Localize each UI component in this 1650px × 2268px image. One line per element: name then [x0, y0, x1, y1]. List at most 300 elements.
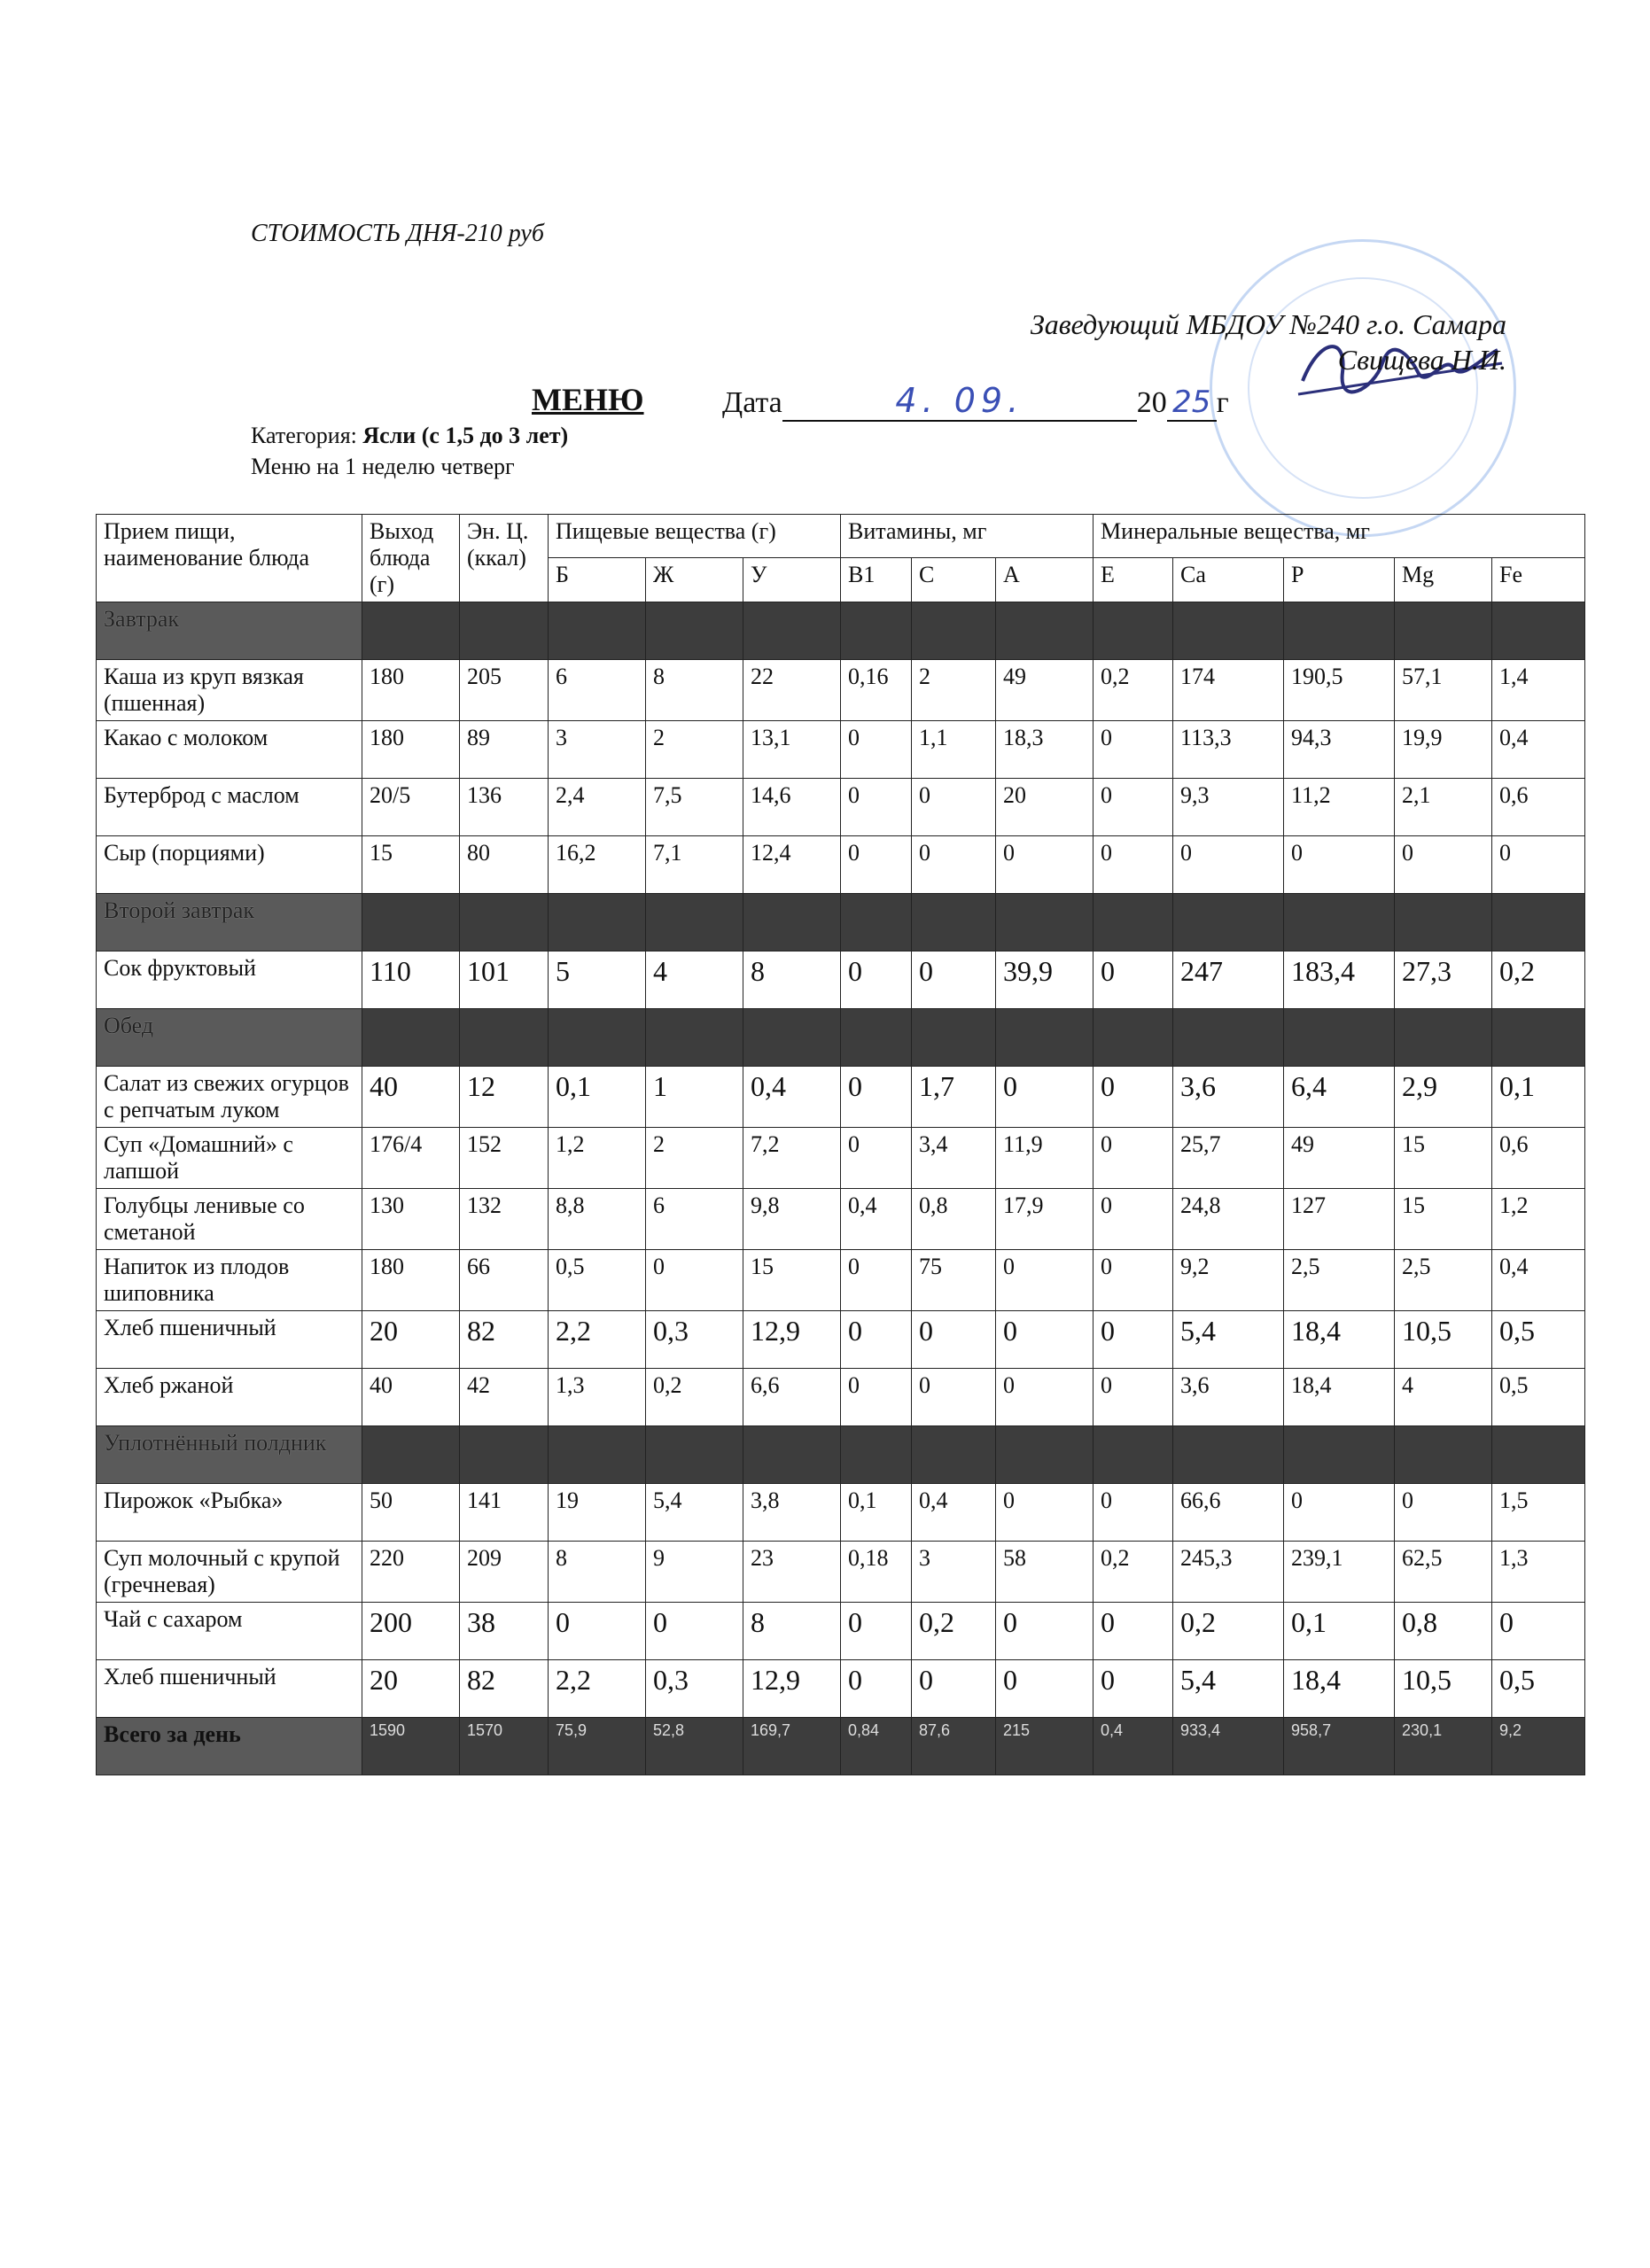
value-cell: 66,6 [1173, 1483, 1284, 1541]
dish-name: Хлеб пшеничный [97, 1310, 362, 1368]
value-cell: 0,3 [646, 1310, 743, 1368]
table-row [97, 835, 1585, 893]
value-cell: 0 [996, 1310, 1094, 1368]
value-cell: 132 [460, 1188, 549, 1249]
section-cell [912, 1008, 996, 1066]
value-cell: 1,4 [1492, 659, 1585, 720]
value-cell: 0,8 [912, 1188, 996, 1249]
section-cell [1284, 1425, 1395, 1483]
section-cell [646, 1425, 743, 1483]
section-row [97, 1008, 1585, 1066]
menu-table [96, 514, 1585, 1775]
value-cell: 7,1 [646, 835, 743, 893]
value-cell: 3,4 [912, 1127, 996, 1188]
value-cell: 16,2 [549, 835, 646, 893]
value-cell: 0 [912, 1368, 996, 1425]
subheader: Mg [1395, 558, 1492, 602]
section-cell [549, 1008, 646, 1066]
value-cell: 0,6 [1492, 1127, 1585, 1188]
value-cell: 0,16 [841, 659, 912, 720]
section-cell [996, 1008, 1094, 1066]
section-cell [1395, 602, 1492, 659]
value-cell: 0 [1094, 1483, 1173, 1541]
dish-name: Напиток из плодов шиповника [97, 1249, 362, 1310]
section-cell [912, 1425, 996, 1483]
value-cell: 23 [743, 1541, 841, 1602]
value-cell: 5 [549, 951, 646, 1008]
section-row [97, 602, 1585, 659]
value-cell: 20/5 [362, 778, 460, 835]
value-cell: 8 [743, 1602, 841, 1659]
value-cell: 0 [1094, 951, 1173, 1008]
date-line [722, 381, 1229, 422]
value-cell: 15 [1395, 1127, 1492, 1188]
dish-name: Сок фруктовый [97, 951, 362, 1008]
date-label: Дата [722, 386, 782, 419]
table-row [97, 1659, 1585, 1717]
value-cell: 0 [912, 951, 996, 1008]
value-cell: 180 [362, 720, 460, 778]
value-cell: 75 [912, 1249, 996, 1310]
value-cell: 0 [841, 720, 912, 778]
header-vitamins: Витамины, мг [841, 515, 1094, 558]
value-cell: 220 [362, 1541, 460, 1602]
category-line [251, 423, 568, 449]
table-row [97, 1368, 1585, 1425]
value-cell: 2,2 [549, 1310, 646, 1368]
section-cell [362, 893, 460, 951]
value-cell: 0 [646, 1249, 743, 1310]
year-unit: г [1216, 386, 1229, 419]
value-cell: 0 [841, 1659, 912, 1717]
manager-title: Заведующий МБДОУ №240 г.о. Самара [1030, 308, 1506, 340]
table-row [97, 720, 1585, 778]
dish-name: Какао с молоком [97, 720, 362, 778]
value-cell: 6,6 [743, 1368, 841, 1425]
value-cell: 0 [1173, 835, 1284, 893]
value-cell: 9,3 [1173, 778, 1284, 835]
subheader: Е [1094, 558, 1173, 602]
subheader: А [996, 558, 1094, 602]
category-label: Категория: [251, 423, 363, 448]
value-cell: 1 [646, 1066, 743, 1127]
total-cell: 9,2 [1492, 1717, 1585, 1775]
menu-body [97, 602, 1585, 1775]
table-row [97, 778, 1585, 835]
value-cell: 10,5 [1395, 1310, 1492, 1368]
value-cell: 57,1 [1395, 659, 1492, 720]
value-cell: 0 [1094, 1602, 1173, 1659]
value-cell: 0 [841, 1368, 912, 1425]
total-cell: 87,6 [912, 1717, 996, 1775]
value-cell: 82 [460, 1659, 549, 1717]
header-energy: Эн. Ц.(ккал) [460, 515, 549, 602]
value-cell: 0,4 [912, 1483, 996, 1541]
value-cell: 6 [646, 1188, 743, 1249]
total-cell: 52,8 [646, 1717, 743, 1775]
value-cell: 0 [1094, 1249, 1173, 1310]
header-nutrients: Пищевые вещества (г) [549, 515, 841, 558]
table-row [97, 1127, 1585, 1188]
value-cell: 1,2 [549, 1127, 646, 1188]
value-cell: 2,4 [549, 778, 646, 835]
dish-name: Салат из свежих огурцов с репчатым луком [97, 1066, 362, 1127]
value-cell: 0,6 [1492, 778, 1585, 835]
dish-name: Суп «Домашний» с лапшой [97, 1127, 362, 1188]
value-cell: 9,2 [1173, 1249, 1284, 1310]
value-cell: 0,1 [1492, 1066, 1585, 1127]
subheader: С [912, 558, 996, 602]
value-cell: 0 [1094, 1127, 1173, 1188]
value-cell: 10,5 [1395, 1659, 1492, 1717]
value-cell: 18,4 [1284, 1368, 1395, 1425]
value-cell: 0 [1492, 1602, 1585, 1659]
section-cell [1284, 893, 1395, 951]
value-cell: 39,9 [996, 951, 1094, 1008]
table-row [97, 1483, 1585, 1541]
value-cell: 0,4 [841, 1188, 912, 1249]
value-cell: 20 [362, 1659, 460, 1717]
value-cell: 141 [460, 1483, 549, 1541]
dish-name: Пирожок «Рыбка» [97, 1483, 362, 1541]
table-row [97, 659, 1585, 720]
section-title: Завтрак [97, 602, 362, 659]
value-cell: 0,2 [646, 1368, 743, 1425]
subheader: В1 [841, 558, 912, 602]
header-minerals: Минеральные вещества, мг [1094, 515, 1585, 558]
value-cell: 20 [362, 1310, 460, 1368]
value-cell: 18,4 [1284, 1310, 1395, 1368]
value-cell: 0 [1395, 1483, 1492, 1541]
value-cell: 3,8 [743, 1483, 841, 1541]
value-cell: 11,9 [996, 1127, 1094, 1188]
section-cell [743, 1425, 841, 1483]
value-cell: 0 [1284, 1483, 1395, 1541]
total-cell: 0,4 [1094, 1717, 1173, 1775]
value-cell: 174 [1173, 659, 1284, 720]
section-cell [841, 602, 912, 659]
section-cell [841, 1008, 912, 1066]
value-cell: 0 [1094, 720, 1173, 778]
value-cell: 20 [996, 778, 1094, 835]
value-cell: 42 [460, 1368, 549, 1425]
value-cell: 0 [1284, 835, 1395, 893]
value-cell: 14,6 [743, 778, 841, 835]
value-cell: 2,5 [1395, 1249, 1492, 1310]
section-cell [646, 893, 743, 951]
section-cell [912, 893, 996, 951]
value-cell: 18,4 [1284, 1659, 1395, 1717]
value-cell: 0 [996, 835, 1094, 893]
section-cell [1173, 893, 1284, 951]
value-cell: 25,7 [1173, 1127, 1284, 1188]
value-cell: 0,18 [841, 1541, 912, 1602]
value-cell: 8,8 [549, 1188, 646, 1249]
value-cell: 0 [1094, 1368, 1173, 1425]
value-cell: 0,5 [549, 1249, 646, 1310]
value-cell: 0,1 [841, 1483, 912, 1541]
header-yield: Выход блюда (г) [362, 515, 460, 602]
value-cell: 0,8 [1395, 1602, 1492, 1659]
subheader: Р [1284, 558, 1395, 602]
section-cell [1173, 602, 1284, 659]
total-cell: 169,7 [743, 1717, 841, 1775]
total-cell: 0,84 [841, 1717, 912, 1775]
value-cell: 1,5 [1492, 1483, 1585, 1541]
value-cell: 101 [460, 951, 549, 1008]
value-cell: 0 [996, 1066, 1094, 1127]
section-cell [1284, 1008, 1395, 1066]
dish-name: Каша из круп вязкая (пшенная) [97, 659, 362, 720]
value-cell: 18,3 [996, 720, 1094, 778]
value-cell: 0,4 [1492, 1249, 1585, 1310]
value-cell: 5,4 [1173, 1310, 1284, 1368]
value-cell: 1,3 [1492, 1541, 1585, 1602]
dish-name: Суп молочный с крупой (гречневая) [97, 1541, 362, 1602]
value-cell: 0,5 [1492, 1310, 1585, 1368]
total-cell: 933,4 [1173, 1717, 1284, 1775]
value-cell: 5,4 [1173, 1659, 1284, 1717]
value-cell: 1,1 [912, 720, 996, 778]
subheader: Ж [646, 558, 743, 602]
value-cell: 6 [549, 659, 646, 720]
value-cell: 183,4 [1284, 951, 1395, 1008]
value-cell: 205 [460, 659, 549, 720]
value-cell: 0 [549, 1602, 646, 1659]
table-row [97, 1310, 1585, 1368]
total-cell: 1570 [460, 1717, 549, 1775]
value-cell: 22 [743, 659, 841, 720]
value-cell: 247 [1173, 951, 1284, 1008]
value-cell: 2 [646, 720, 743, 778]
value-cell: 15 [1395, 1188, 1492, 1249]
value-cell: 17,9 [996, 1188, 1094, 1249]
value-cell: 2,9 [1395, 1066, 1492, 1127]
value-cell: 1,7 [912, 1066, 996, 1127]
section-cell [841, 893, 912, 951]
value-cell: 62,5 [1395, 1541, 1492, 1602]
value-cell: 0 [646, 1602, 743, 1659]
value-cell: 9 [646, 1541, 743, 1602]
section-cell [549, 893, 646, 951]
value-cell: 0,3 [646, 1659, 743, 1717]
value-cell: 58 [996, 1541, 1094, 1602]
subheader: Б [549, 558, 646, 602]
value-cell: 9,8 [743, 1188, 841, 1249]
value-cell: 24,8 [1173, 1188, 1284, 1249]
value-cell: 0,1 [1284, 1602, 1395, 1659]
section-cell [996, 893, 1094, 951]
value-cell: 0 [1492, 835, 1585, 893]
section-cell [1492, 893, 1585, 951]
value-cell: 8 [549, 1541, 646, 1602]
value-cell: 0,1 [549, 1066, 646, 1127]
table-row [97, 1541, 1585, 1602]
value-cell: 6,4 [1284, 1066, 1395, 1127]
value-cell: 2 [646, 1127, 743, 1188]
subheader: Fe [1492, 558, 1585, 602]
section-cell [996, 1425, 1094, 1483]
dish-name: Хлеб пшеничный [97, 1659, 362, 1717]
value-cell: 3 [912, 1541, 996, 1602]
section-cell [646, 602, 743, 659]
total-cell: 958,7 [1284, 1717, 1395, 1775]
value-cell: 190,5 [1284, 659, 1395, 720]
value-cell: 2,5 [1284, 1249, 1395, 1310]
value-cell: 2,1 [1395, 778, 1492, 835]
value-cell: 49 [996, 659, 1094, 720]
value-cell: 11,2 [1284, 778, 1395, 835]
section-title: Второй завтрак [97, 893, 362, 951]
value-cell: 180 [362, 659, 460, 720]
value-cell: 2 [912, 659, 996, 720]
table-row [97, 1249, 1585, 1310]
value-cell: 0,2 [1492, 951, 1585, 1008]
manager-name: Свищева Н.И. [1337, 344, 1506, 376]
section-cell [1395, 1008, 1492, 1066]
value-cell: 0 [841, 1127, 912, 1188]
value-cell: 49 [1284, 1127, 1395, 1188]
section-title: Уплотнённый полдник [97, 1425, 362, 1483]
category-value: Ясли (с 1,5 до 3 лет) [362, 423, 569, 448]
manager-block [957, 307, 1506, 377]
section-cell [1094, 1425, 1173, 1483]
value-cell: 0 [841, 1066, 912, 1127]
dish-name: Чай с сахаром [97, 1602, 362, 1659]
value-cell: 176/4 [362, 1127, 460, 1188]
menu-title: МЕНЮ [532, 382, 644, 417]
value-cell: 239,1 [1284, 1541, 1395, 1602]
section-cell [460, 1425, 549, 1483]
section-cell [362, 1425, 460, 1483]
value-cell: 0 [996, 1659, 1094, 1717]
table-row [97, 951, 1585, 1008]
day-cost: СТОИМОСТЬ ДНЯ-210 руб [251, 220, 544, 247]
section-row [97, 1425, 1585, 1483]
value-cell: 66 [460, 1249, 549, 1310]
value-cell: 180 [362, 1249, 460, 1310]
value-cell: 7,2 [743, 1127, 841, 1188]
value-cell: 12,9 [743, 1659, 841, 1717]
value-cell: 82 [460, 1310, 549, 1368]
value-cell: 136 [460, 778, 549, 835]
value-cell: 0 [996, 1368, 1094, 1425]
section-cell [1395, 1425, 1492, 1483]
value-cell: 0,2 [1173, 1602, 1284, 1659]
section-cell [1173, 1008, 1284, 1066]
section-cell [549, 602, 646, 659]
value-cell: 0 [841, 1310, 912, 1368]
value-cell: 209 [460, 1541, 549, 1602]
section-cell [549, 1425, 646, 1483]
week-line: Меню на 1 неделю четверг [251, 454, 515, 479]
value-cell: 3 [549, 720, 646, 778]
value-cell: 0 [912, 835, 996, 893]
value-cell: 19,9 [1395, 720, 1492, 778]
value-cell: 13,1 [743, 720, 841, 778]
section-cell [743, 602, 841, 659]
table-row [97, 1188, 1585, 1249]
section-cell [362, 602, 460, 659]
value-cell: 113,3 [1173, 720, 1284, 778]
value-cell: 1,2 [1492, 1188, 1585, 1249]
total-cell: 230,1 [1395, 1717, 1492, 1775]
value-cell: 0,2 [1094, 659, 1173, 720]
value-cell: 94,3 [1284, 720, 1395, 778]
section-cell [646, 1008, 743, 1066]
value-cell: 0,5 [1492, 1368, 1585, 1425]
value-cell: 5,4 [646, 1483, 743, 1541]
subheader: У [743, 558, 841, 602]
value-cell: 12,4 [743, 835, 841, 893]
value-cell: 15 [743, 1249, 841, 1310]
value-cell: 0 [1094, 778, 1173, 835]
value-cell: 12 [460, 1066, 549, 1127]
dish-name: Голубцы ленивые со сметаной [97, 1188, 362, 1249]
value-cell: 152 [460, 1127, 549, 1188]
section-cell [460, 602, 549, 659]
value-cell: 130 [362, 1188, 460, 1249]
section-cell [1094, 602, 1173, 659]
value-cell: 200 [362, 1602, 460, 1659]
total-cell: 75,9 [549, 1717, 646, 1775]
value-cell: 1,3 [549, 1368, 646, 1425]
value-cell: 0 [841, 835, 912, 893]
value-cell: 0,4 [1492, 720, 1585, 778]
value-cell: 8 [743, 951, 841, 1008]
value-cell: 0 [841, 1249, 912, 1310]
value-cell: 4 [1395, 1368, 1492, 1425]
value-cell: 12,9 [743, 1310, 841, 1368]
section-cell [460, 893, 549, 951]
value-cell: 38 [460, 1602, 549, 1659]
dish-name: Сыр (порциями) [97, 835, 362, 893]
section-cell [1094, 1008, 1173, 1066]
value-cell: 40 [362, 1066, 460, 1127]
value-cell: 245,3 [1173, 1541, 1284, 1602]
section-cell [1492, 602, 1585, 659]
value-cell: 2,2 [549, 1659, 646, 1717]
value-cell: 27,3 [1395, 951, 1492, 1008]
value-cell: 0 [912, 1659, 996, 1717]
section-cell [743, 1008, 841, 1066]
section-cell [1492, 1008, 1585, 1066]
value-cell: 15 [362, 835, 460, 893]
value-cell: 89 [460, 720, 549, 778]
value-cell: 40 [362, 1368, 460, 1425]
section-cell [1395, 893, 1492, 951]
value-cell: 0 [1094, 1188, 1173, 1249]
value-cell: 0 [841, 1602, 912, 1659]
value-cell: 0 [912, 778, 996, 835]
value-cell: 0,4 [743, 1066, 841, 1127]
table-row [97, 1066, 1585, 1127]
value-cell: 0,2 [912, 1602, 996, 1659]
value-cell: 0 [1094, 1310, 1173, 1368]
subheader: Са [1173, 558, 1284, 602]
value-cell: 3,6 [1173, 1368, 1284, 1425]
value-cell: 0,5 [1492, 1659, 1585, 1717]
value-cell: 50 [362, 1483, 460, 1541]
value-cell: 0 [1094, 1659, 1173, 1717]
section-cell [912, 602, 996, 659]
section-cell [1173, 1425, 1284, 1483]
value-cell: 8 [646, 659, 743, 720]
value-cell: 19 [549, 1483, 646, 1541]
year-suffix: 25 [1167, 384, 1217, 422]
dish-name: Бутерброд с маслом [97, 778, 362, 835]
section-cell [460, 1008, 549, 1066]
